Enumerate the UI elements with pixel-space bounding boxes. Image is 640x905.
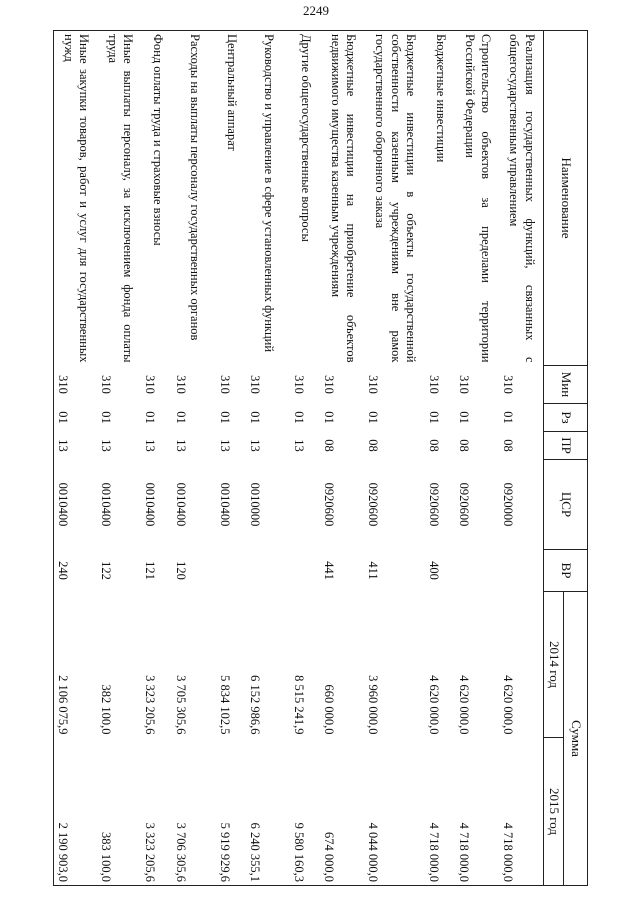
cell-sum-2014: 8 515 241,9	[292, 675, 307, 735]
cell-min: 310	[217, 375, 232, 394]
header-rz: Рз	[544, 404, 588, 432]
cell-csr: 0010400	[173, 482, 188, 527]
cell-name: Иные выплаты персоналу, за исключением фонда оплаты труда	[98, 31, 142, 366]
cell-rz: 01	[366, 411, 381, 424]
cell-name: Бюджетные инвестиции	[425, 31, 455, 366]
header-2015: 2015 год	[544, 738, 564, 886]
table-row	[365, 31, 425, 886]
rotated-table-sheet	[53, 30, 588, 885]
cell-min: 310	[426, 375, 441, 394]
cell-sum-2014: 4 620 000,0	[426, 675, 441, 735]
cell-sum-2015: 4 718 000,0	[499, 738, 543, 886]
cell-min: 310	[322, 375, 337, 394]
cell-vr	[216, 550, 246, 592]
cell-sum-2014: 382 100,0	[99, 684, 114, 735]
table-row	[142, 31, 172, 886]
cell-rz: 01	[292, 411, 307, 424]
cell-sum-2015: 3 323 205,6	[142, 738, 172, 886]
table-body	[54, 31, 544, 886]
cell-vr: 411	[366, 561, 381, 580]
cell-name: Расходы на выплаты персоналу государственных органов	[172, 31, 216, 366]
cell-pr: 08	[426, 439, 441, 452]
cell-min: 310	[54, 366, 98, 404]
cell-rz: 01	[456, 411, 471, 424]
cell-sum-2014: 3 960 000,0	[366, 675, 381, 735]
cell-vr: 240	[54, 550, 98, 592]
cell-min: 310	[143, 375, 158, 394]
cell-vr: 121	[143, 561, 158, 580]
cell-csr: 0010400	[54, 460, 98, 550]
cell-pr: 13	[54, 432, 98, 460]
cell-csr	[290, 460, 320, 550]
cell-min: 310	[173, 375, 188, 394]
cell-pr: 13	[217, 439, 232, 452]
table-row	[246, 31, 290, 886]
cell-vr	[246, 550, 290, 592]
cell-sum-2015: 9 580 160,3	[290, 738, 320, 886]
header-2014: 2014 год	[544, 592, 564, 738]
cell-pr: 08	[501, 439, 516, 452]
table-header	[544, 31, 588, 886]
table-row	[98, 31, 142, 886]
table-row	[290, 31, 320, 886]
cell-min: 310	[247, 375, 262, 394]
cell-csr: 0010000	[247, 482, 262, 527]
cell-sum-2015: 2 190 903,0	[54, 738, 98, 886]
cell-sum-2014: 4 620 000,0	[501, 675, 516, 735]
cell-pr: 13	[292, 439, 307, 452]
cell-pr: 08	[456, 439, 471, 452]
cell-name: Строительство объектов за пределами территории Российской Федерации	[455, 31, 499, 366]
cell-min: 310	[456, 375, 471, 394]
cell-csr: 0920600	[426, 482, 441, 527]
cell-pr: 08	[366, 439, 381, 452]
header-name: Наименование	[544, 31, 588, 366]
header-vr: ВР	[544, 550, 588, 592]
cell-pr: 08	[322, 439, 337, 452]
cell-sum-2015: 383 100,0	[98, 738, 142, 886]
cell-name: Иные закупки товаров, работ и услуг для государственных нужд	[54, 31, 98, 366]
cell-sum-2014: 3 323 205,6	[143, 675, 158, 735]
cell-sum-2014: 5 834 102,5	[217, 675, 232, 735]
cell-sum-2014: 2 106 075,9	[54, 592, 98, 738]
cell-sum-2014: 3 705 305,6	[173, 675, 188, 735]
cell-name: Бюджетные инвестиции в объекты государственной собственности казенным учреждениям вне рамок государственного оборонного заказа	[365, 31, 425, 366]
cell-csr: 0010400	[217, 482, 232, 527]
cell-rz: 01	[247, 411, 262, 424]
cell-sum-2015: 6 240 355,1	[246, 738, 290, 886]
cell-name: Реализация государственных функций, связанных с общегосударственным управлением	[499, 31, 543, 366]
cell-name: Центральный аппарат	[216, 31, 246, 366]
cell-vr: 441	[322, 561, 337, 580]
cell-vr: 120	[173, 561, 188, 580]
cell-sum-2015: 4 718 000,0	[455, 738, 499, 886]
table-row	[216, 31, 246, 886]
cell-name: Руководство и управление в сфере установленных функций	[246, 31, 290, 366]
header-csr: ЦСР	[544, 460, 588, 550]
cell-min: 310	[501, 375, 516, 394]
cell-min: 310	[292, 375, 307, 394]
cell-sum-2015: 5 919 929,6	[216, 738, 246, 886]
cell-name: Фонд оплаты труда и страховые взносы	[142, 31, 172, 366]
cell-csr: 0920600	[456, 482, 471, 527]
cell-min: 310	[99, 375, 114, 394]
cell-rz: 01	[217, 411, 232, 424]
cell-rz: 01	[426, 411, 441, 424]
header-min: Мин	[544, 366, 588, 404]
cell-vr	[290, 550, 320, 592]
cell-vr: 122	[99, 561, 114, 580]
cell-sum-2014: 660 000,0	[322, 684, 337, 735]
cell-pr: 13	[247, 439, 262, 452]
cell-name: Другие общегосударственные вопросы	[290, 31, 320, 366]
cell-sum-2015: 674 000,0	[321, 738, 365, 886]
table-row	[321, 31, 365, 886]
cell-sum-2015: 3 706 305,6	[172, 738, 216, 886]
budget-table	[53, 30, 588, 886]
cell-csr: 0920000	[501, 482, 516, 527]
cell-vr	[455, 550, 499, 592]
table-row	[172, 31, 216, 886]
cell-rz: 01	[322, 411, 337, 424]
table-row	[499, 31, 543, 886]
cell-pr: 13	[143, 439, 158, 452]
cell-rz: 01	[173, 411, 188, 424]
cell-name: Бюджетные инвестиции на приобретение объектов недвижимого имущества казенным учреждениям	[321, 31, 365, 366]
cell-rz: 01	[99, 411, 114, 424]
page-number: 2249	[303, 3, 329, 18]
cell-sum-2014: 4 620 000,0	[456, 675, 471, 735]
header-pr: ПР	[544, 432, 588, 460]
cell-pr: 13	[173, 439, 188, 452]
cell-rz: 01	[501, 411, 516, 424]
cell-csr: 0010400	[143, 482, 158, 527]
cell-csr: 0920600	[322, 482, 337, 527]
cell-min: 310	[366, 375, 381, 394]
cell-vr	[499, 550, 543, 592]
header-sum: Сумма	[564, 592, 588, 886]
cell-vr: 400	[426, 561, 441, 580]
cell-csr: 0920600	[366, 482, 381, 527]
cell-sum-2015: 4 044 000,0	[365, 738, 425, 886]
cell-csr: 0010400	[99, 482, 114, 527]
table-row	[54, 31, 98, 886]
cell-sum-2014: 6 152 986,6	[247, 675, 262, 735]
cell-rz: 01	[54, 404, 98, 432]
table-row	[425, 31, 455, 886]
cell-pr: 13	[99, 439, 114, 452]
cell-sum-2015: 4 718 000,0	[425, 738, 455, 886]
table-row	[455, 31, 499, 886]
cell-rz: 01	[143, 411, 158, 424]
